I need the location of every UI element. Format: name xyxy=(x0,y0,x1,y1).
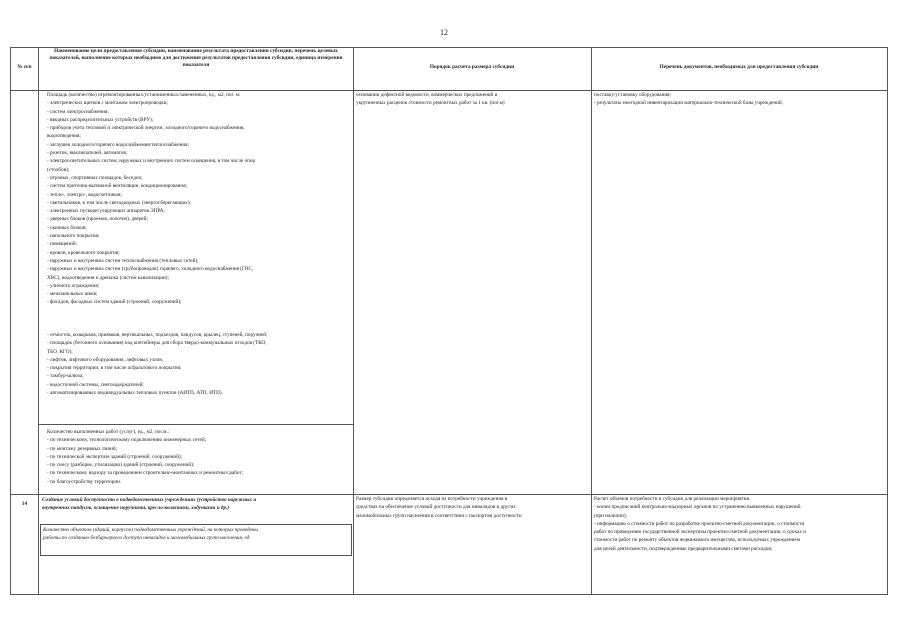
goal-list-item: - уличного ограждения; xyxy=(47,282,100,289)
goal-list-item: - электрических щитков с монтажом электропроводки; xyxy=(47,100,168,107)
goal-list-item: водоотведения; xyxy=(47,133,81,140)
work-list-item: - по технической экспертизе зданий (строений, сооружений); xyxy=(47,453,183,460)
document-line: - копии предписаний контрольно-надзорных органов по устранению выявленных нарушений xyxy=(594,504,801,511)
header-goal: Наименование цели предоставления субсидии, наименование результата предоставления субсидии, перечень целевых показателей, выполнение которых необходимо для достижения результатов предоставления субсидии, единица измерения показателя xyxy=(49,48,343,69)
goal-list-item: - наружных и внутренних систем теплоснабжения (тепловых сетей); xyxy=(47,257,199,264)
row2-documents xyxy=(594,495,806,553)
goal-list-item: (столбов); xyxy=(47,166,70,173)
header-documents: Перечень документов, необходимых для предоставления субсидии xyxy=(659,64,819,70)
work-list-item: - по монтажу резервных линий; xyxy=(47,445,118,452)
calculation-line: средствах на обеспечение условий доступности для инвалидов и других xyxy=(356,504,516,511)
document-line: - информацию о стоимости работ по разработке проектно-сметной документации, о стоимости xyxy=(594,520,805,527)
goal-list-item: - электроосветительных систем, наружных и внутренних систем освещения, в том числе опор xyxy=(47,158,256,165)
goal-list-item: - электронных пускорегулирующих аппаратов ЭПРА; xyxy=(47,208,165,215)
goal-list-item: - вводных распределительных устройств (ВРУ); xyxy=(47,116,154,123)
row2-goal-title xyxy=(42,496,256,513)
calculation-line: Размер субсидии определяется исходя из потребности учреждения в xyxy=(356,496,508,502)
document-line: - результаты ежегодной инвентаризации материально-технической базы учреждений; xyxy=(594,100,784,107)
calculation-line: укрупненных расценок стоимости ремонтных работ за 1 кв. (пог.м) xyxy=(356,100,505,107)
goal-list-item: - напольного покрытия; xyxy=(47,233,100,240)
indicator-line: работы по созданию безбарьерного доступа инвалидов и маломобильных групп населения, ед. xyxy=(43,535,251,542)
indicator-line: Количество объектов (зданий, корпусов) подведомственных учреждений, на которых проведены xyxy=(43,527,258,533)
subsidy-table xyxy=(10,47,888,595)
document-line: поставку/установку оборудования; xyxy=(594,92,671,98)
goal-list-item: - игровых, спортивных площадок, беседок; xyxy=(47,174,143,181)
goal-list-item: - межпанельных швов; xyxy=(47,291,98,298)
goal-list-item: - водосточной системы, снегозадержателей; xyxy=(47,381,144,388)
document-line: для целей деятельности, подтвержденные предварительными сметами расходов; xyxy=(594,545,773,552)
goal-list-item: - тепло-, электро-, водосчетчиков; xyxy=(47,191,122,198)
header-calculation: Порядок расчета размера субсидии xyxy=(429,64,515,70)
goal-list-item: - светильников, в том числе светодиодных (энергосберегающих); xyxy=(47,199,192,206)
goal-list-item: - автоматизированных индивидуальных тепловых пунктов (АИТП, АТП, ИТП). xyxy=(47,390,223,397)
goal-list-item: - приборов учета тепловой и электрической энергии, холодного/горячего водоснабжения, xyxy=(47,125,245,132)
goal-list-item: - дверных блоков (проемов, полотен), дверей; xyxy=(47,216,148,223)
work-list-item: - по техническому, технологическому подключению инженерных сетей; xyxy=(47,437,207,444)
row1-goal-list-a xyxy=(47,91,255,307)
goal-list-item: - отмосток, козырьков, приямков, вертикальных, подъездов, пандусов, крылец, ступеней, поручней; xyxy=(47,332,268,338)
calculation-line: основании дефектной ведомости, коммерческих предложений и xyxy=(356,92,498,98)
page-number: 12 xyxy=(440,28,448,37)
work-list-item: - по техническому надзору за проведением строительно-монтажных и ремонтных работ; xyxy=(47,470,244,477)
goal-list-item: - розеток, выключателей, автоматов; xyxy=(47,150,128,157)
goal-list-item: - помещений; xyxy=(47,241,77,248)
row1-documents xyxy=(594,91,783,108)
goal-list-item: - покрытия территории, в том числе асфальтового покрытия; xyxy=(47,365,182,372)
row2-number: 14 xyxy=(21,501,28,507)
goal-list-item: - оконных блоков; xyxy=(47,224,87,231)
column-divider xyxy=(38,48,39,594)
row2-calculation xyxy=(356,495,522,520)
document-line: работ по проведению государственной экспертизы проектно-сметной документации, о сроках и xyxy=(594,529,806,536)
column-divider xyxy=(591,48,592,594)
header-num: № п/п xyxy=(17,64,32,70)
row1-goal-list-b xyxy=(47,331,268,397)
goal-list-item: ХВС), водоотведения и дренажа (систем канализации); xyxy=(47,274,169,281)
row2-indicator xyxy=(43,526,258,543)
column-divider xyxy=(353,48,354,594)
goal-title-line: внутренних пандусов, оснащение поручнями, кресло-колясками, ходунками и др.) xyxy=(42,505,230,512)
goal-list-item: - фасадов, фасадных систем зданий (строений, сооружений); xyxy=(47,299,182,306)
work-list-item: - по благоустройству территории. xyxy=(47,478,122,485)
goal-list-item: Площадь (количество) отремонтированных/установленных/замененных, ед., м2, пог. м: xyxy=(47,92,241,98)
document-line: Расчет объемов потребности в субсидии для реализации мероприятия. xyxy=(594,496,751,502)
goal-list-item: - систем электроснабжения; xyxy=(47,108,109,115)
goal-list-item: - лифтов, лифтового оборудования, лифтовых узлов; xyxy=(47,356,164,363)
goal-list-item: - наружных и внутренних систем (трубопроводов) горячего, холодного водоснабжения (ГВС, xyxy=(47,266,254,273)
goal-list-item: ТБО, КГО); xyxy=(47,348,73,355)
document-line: (при наличии); xyxy=(594,512,627,519)
row1-goal-list-c xyxy=(47,428,243,486)
row1-calculation xyxy=(356,91,505,108)
goal-list-item: - заглушек холодного/горячего водоснабжения/теплоснабжения; xyxy=(47,141,189,148)
calculation-line: маломобильных групп населения в соответствии с паспортом доступности xyxy=(356,512,522,519)
goal-list-item: - кровли, кровельного покрытия; xyxy=(47,249,120,256)
goal-list-item: - площадок (бетонного основания) под контейнеры для сбора твердо-коммунальных отходов (ТКО, xyxy=(47,340,267,347)
goal-title-line: Создание условий доступности в подведомственных учреждениях (устройство наружных и xyxy=(42,497,257,503)
work-list-item: Количество выполненных работ (услуг), ед., м2, пог.м.: xyxy=(47,429,170,435)
goal-list-item: - систем приточно-вытяжной вентиляции, кондиционирования; xyxy=(47,183,188,190)
work-list-item: - по сносу (разборке, утилизации) зданий (строений, сооружений); xyxy=(47,462,195,469)
document-line: стоимости работ по ремонту объектов недвижимого имущества, используемых учреждением xyxy=(594,537,800,544)
goal-list-item: - тамбур-шлюза; xyxy=(47,373,84,380)
